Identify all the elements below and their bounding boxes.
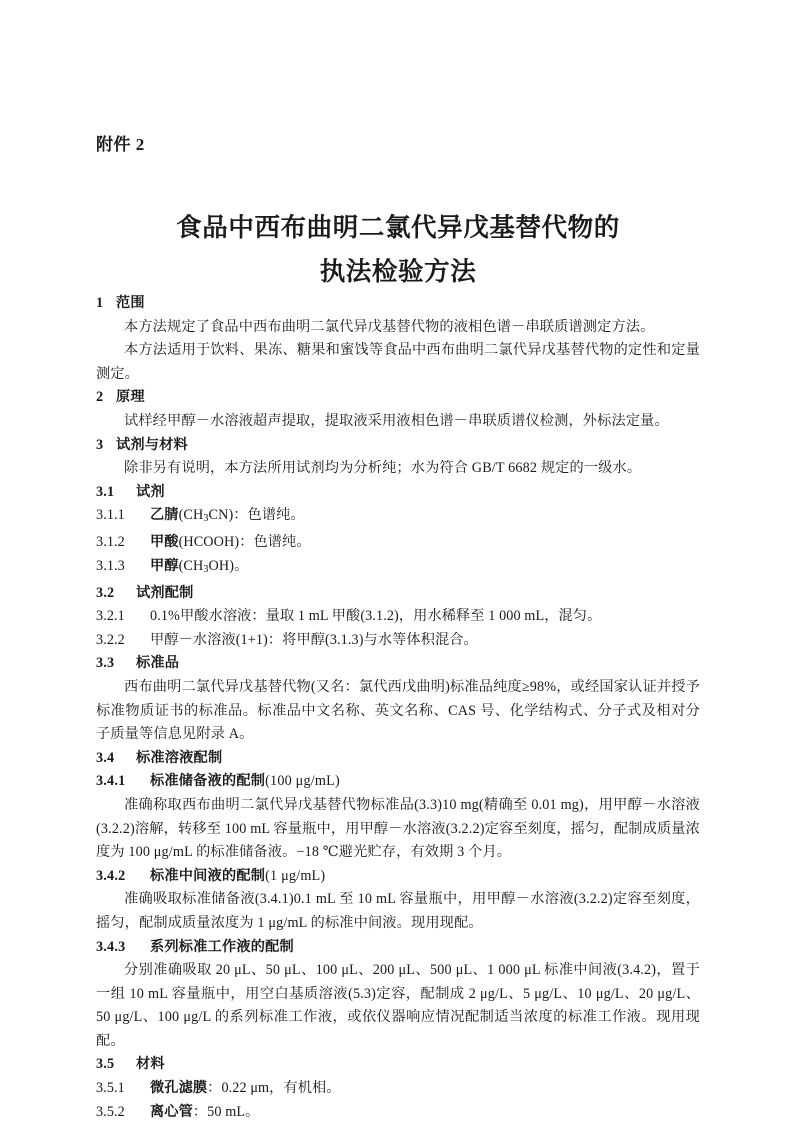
- section-3-4-1-paragraph: 准确称取西布曲明二氯代异戊基替代物标准品(3.3)10 mg(精确至 0.01 mg)，用甲醇－水溶液(3.2.2)溶解，转移至 100 mL 容量瓶中，用甲醇－水溶液(3.2.2)定容至刻度，摇匀，配制成质量浓度为 100 μg/mL 的标准储备液。−18 ℃避光贮存，有效期 3 个月。: [96, 796, 700, 861]
- section-title-3-4-2: 标准中间液的配制: [150, 867, 266, 884]
- attachment-label: 附件 2: [96, 135, 145, 154]
- section-heading-3: [96, 434, 700, 458]
- section-number-3-4-3: 3.4.3: [96, 938, 126, 955]
- section-heading-3-4-1: [96, 770, 700, 794]
- section-number-3-4-2: 3.4.2: [96, 867, 126, 884]
- section-title-3-4-3: 系列标准工作液的配制: [150, 938, 294, 955]
- item-tail-3-1-3: 。: [234, 557, 249, 574]
- reagent-item-3-1-3: [96, 555, 700, 582]
- item-label-3-1-2: 甲酸: [150, 534, 179, 551]
- item-tail-3-5-2: ：50 mL。: [192, 1103, 260, 1120]
- item-label-3-1-1: 乙腈: [150, 507, 179, 524]
- section-number-3-2: 3.2: [96, 584, 115, 601]
- page-title: [96, 206, 700, 294]
- section-2-paragraph-1: 试样经甲醇－水溶液超声提取，提取液采用液相色谱－串联质谱仪检测，外标法定量。: [124, 412, 669, 429]
- section-number-3: 3: [96, 436, 104, 453]
- section-number-3-5: 3.5: [96, 1056, 115, 1073]
- section-3-4-3-paragraph: 分别准确吸取 20 μL、50 μL、100 μL、200 μL、500 μL、1 000 μL 标准中间液(3.4.2)，置于一组 10 mL 容量瓶中，用空白基质溶液(5.3)定容，配制成 2 μg/L、5 μg/L、10 μg/L、20 μg/L、50 μg/L、100 μg/L 的系列标准工作液，或依仪器响应情况配制适当浓度的标准工作液。现用现配。: [96, 962, 700, 1049]
- item-formula-3-1-1: [179, 507, 234, 523]
- formula-subscript: 3: [203, 513, 209, 525]
- item-number-3-1-3: 3.1.3: [96, 557, 125, 574]
- section-unit-3-4-2: (1 μg/mL): [265, 867, 326, 884]
- section-number-3-4-1: 3.4.1: [96, 773, 126, 790]
- item-label-3-5-2: 离心管: [150, 1103, 193, 1120]
- section-1-paragraph-2: 本方法适用于饮料、果冻、糖果和蜜饯等食品中西布曲明二氯代异戊基替代物的定性和定量测定。: [96, 342, 700, 382]
- item-number-3-2-1: 3.2.1: [96, 608, 125, 625]
- material-item-3-5-2: [96, 1101, 700, 1122]
- section-title-3-4-1: 标准储备液的配制: [150, 773, 266, 790]
- item-number-3-5-1: 3.5.1: [96, 1080, 125, 1097]
- page-title-line-2: 执法检验方法: [319, 257, 477, 286]
- formula-suffix: CN): [208, 507, 234, 524]
- item-tail-3-5-1: ：0.22 μm，有机相。: [207, 1080, 341, 1097]
- item-label-3-5-1: 微孔滤膜: [150, 1080, 208, 1097]
- item-number-3-2-2: 3.2.2: [96, 631, 125, 648]
- section-heading-3-1: [96, 481, 700, 505]
- section-title-3-4: 标准溶液配制: [136, 749, 223, 766]
- section-heading-1: [96, 292, 700, 316]
- section-1-paragraph-1: 本方法规定了食品中西布曲明二氯代异戊基替代物的液相色谱－串联质谱测定方法。: [124, 318, 655, 335]
- item-text-3-2-1: 0.1%甲酸水溶液：量取 1 mL 甲酸(3.1.2)，用水稀释至 1 000 mL，混匀。: [150, 608, 602, 625]
- item-label-3-1-3: 甲醇: [150, 557, 179, 574]
- section-heading-2: [96, 386, 700, 410]
- section-number-3-4: 3.4: [96, 749, 115, 766]
- item-formula-3-1-2: (HCOOH): [178, 534, 240, 551]
- item-tail-3-1-2: ：色谱纯。: [239, 534, 311, 551]
- formula-subscript: 3: [203, 564, 209, 575]
- section-title-3-1: 试剂: [136, 483, 165, 500]
- section-3-4-2-paragraph: 准确吸取标准储备液(3.4.1)0.1 mL 至 10 mL 容量瓶中，用甲醇－水溶液(3.2.2)定容至刻度，摇匀，配制成质量浓度为 1 μg/mL 的标准中间液。现用现配。: [96, 891, 700, 931]
- material-item-3-5-1: [96, 1077, 700, 1101]
- formula-prefix: (CH: [178, 557, 204, 574]
- section-heading-3-4-2: [96, 865, 700, 889]
- item-tail-3-1-1: ：色谱纯。: [233, 507, 305, 524]
- formula-suffix: OH): [208, 557, 235, 574]
- section-unit-3-4-1: (100 μg/mL): [265, 773, 340, 790]
- section-title-3-2: 试剂配制: [136, 584, 194, 601]
- section-number-1: 1: [96, 295, 104, 311]
- reagent-prep-3-2-2: [96, 629, 700, 653]
- reagent-item-3-1-1: [96, 504, 700, 531]
- item-number-3-1-2: 3.1.2: [96, 534, 125, 551]
- page-title-line-1: 食品中西布曲明二氯代异戊基替代物的: [176, 213, 620, 242]
- reagent-prep-3-2-1: [96, 605, 700, 629]
- formula-prefix: (CH: [178, 507, 204, 524]
- section-title-1: 范围: [116, 295, 145, 311]
- section-title-3-3: 标准品: [136, 655, 180, 672]
- item-text-3-2-2: 甲醇－水溶液(1+1)：将甲醇(3.1.3)与水等体积混合。: [150, 631, 478, 648]
- section-number-3-1: 3.1: [96, 483, 115, 500]
- section-heading-3-2: [96, 582, 700, 606]
- section-title-2: 原理: [116, 389, 145, 406]
- reagent-item-3-1-2: [96, 531, 700, 555]
- section-title-3: 试剂与材料: [116, 436, 188, 453]
- section-3-3-paragraph: 西布曲明二氯代异戊基替代物(又名：氯代西戊曲明)标准品纯度≥98%，或经国家认证并授予标准物质证书的标准品。标准品中文名称、英文名称、CAS 号、化学结构式、分子式及相对分子质量等信息见附录 A。: [96, 678, 700, 743]
- section-number-3-3: 3.3: [96, 655, 115, 672]
- item-number-3-1-1: 3.1.1: [96, 507, 125, 524]
- section-number-2: 2: [96, 389, 104, 406]
- section-heading-3-3: [96, 652, 700, 676]
- section-heading-3-4-3: [96, 936, 700, 960]
- document-body: [96, 292, 700, 1122]
- item-formula-3-1-3: [179, 558, 234, 574]
- section-3-paragraph-1: 除非另有说明，本方法所用试剂均为分析纯；水为符合 GB/T 6682 规定的一级水。: [124, 460, 642, 477]
- item-number-3-5-2: 3.5.2: [96, 1103, 125, 1120]
- section-title-3-5: 材料: [136, 1056, 165, 1073]
- section-heading-3-4: [96, 747, 700, 771]
- section-heading-3-5: [96, 1053, 700, 1077]
